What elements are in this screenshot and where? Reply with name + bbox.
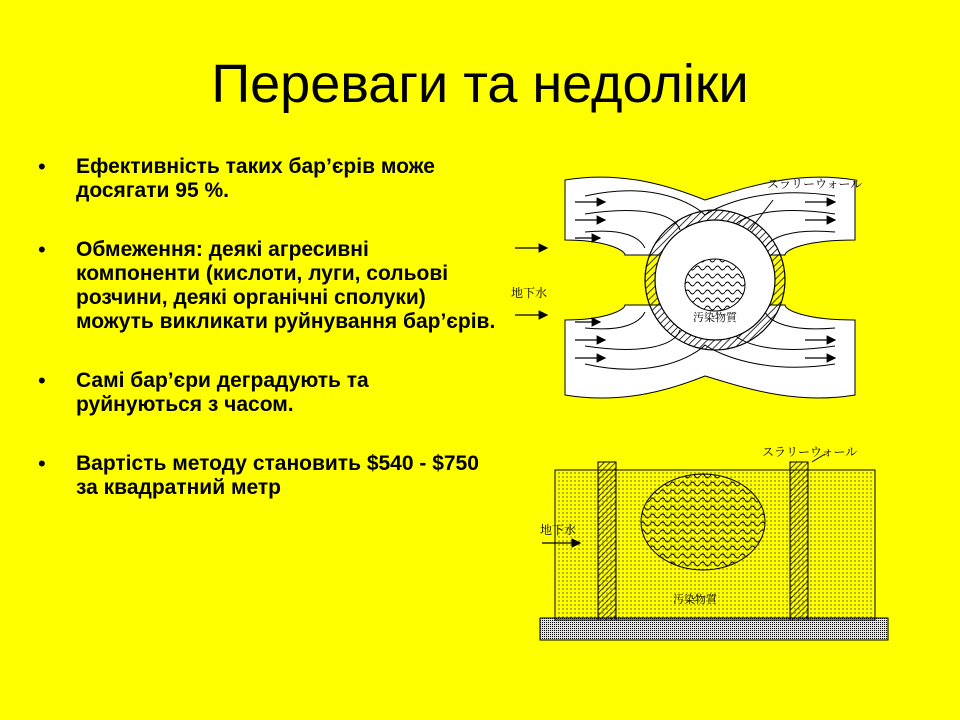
bullet-dot: • bbox=[38, 154, 46, 179]
contaminant-zone bbox=[685, 259, 745, 311]
bullet-list bbox=[38, 155, 498, 535]
slurry-wall-plan-diagram bbox=[505, 160, 905, 420]
groundwater-label-section: 地下水 bbox=[540, 523, 577, 537]
wall-label: スラリーウォール bbox=[767, 177, 863, 191]
contaminant-zone-section bbox=[641, 474, 765, 570]
bullet-text: Обмеження: деякі агресивні компоненти (кислоти, луги, сольові розчини, деякі органічні сполуки) можуть викликати руйнування бар’єрів. bbox=[76, 238, 496, 333]
bullet-text: Самі бар’єри деградують та руйнуються з часом. bbox=[76, 369, 369, 416]
contaminant-label: 汚染物質 bbox=[693, 311, 737, 324]
bullet-item bbox=[38, 155, 498, 203]
slurry-wall-section-diagram bbox=[530, 440, 900, 645]
bullet-dot: • bbox=[38, 368, 46, 393]
groundwater-label: 地下水 bbox=[511, 286, 548, 300]
bullet-item bbox=[38, 369, 498, 417]
bullet-dot: • bbox=[38, 237, 46, 262]
slide-title: Переваги та недоліки bbox=[211, 54, 749, 114]
impermeable-base bbox=[540, 618, 888, 640]
slurry-wall-right bbox=[790, 462, 808, 620]
bullet-text: Ефективність таких бар’єрів може досягати 95 %. bbox=[76, 155, 435, 202]
bullet-item bbox=[38, 238, 498, 334]
bullet-text: Вартість методу становить $540 - $750 за квадратний метр bbox=[76, 452, 479, 499]
bullet-dot: • bbox=[38, 451, 46, 476]
contaminant-label-section: 汚染物質 bbox=[673, 593, 717, 606]
slurry-wall-left bbox=[598, 462, 616, 620]
wall-label-section: スラリーウォール bbox=[762, 445, 858, 459]
bullet-item bbox=[38, 452, 498, 500]
